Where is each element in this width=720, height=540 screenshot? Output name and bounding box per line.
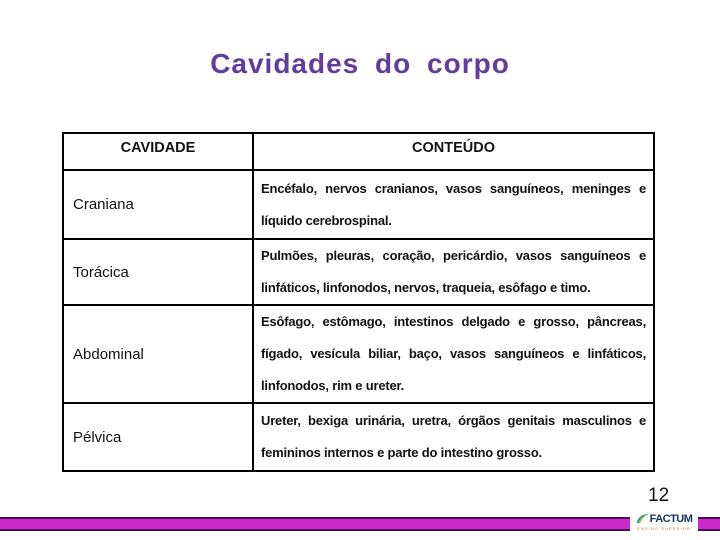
table-row (63, 403, 654, 471)
page-number: 12 (648, 485, 670, 506)
factum-logo-text: FACTUM (649, 512, 693, 525)
table-row (63, 170, 654, 239)
cavity-name: Torácica (63, 239, 253, 305)
cavity-name: Pélvica (63, 403, 253, 471)
cavity-name: Abdominal (63, 305, 253, 403)
factum-logo (630, 511, 698, 534)
body-cavities-table (62, 132, 655, 472)
column-header-cavidade: CAVIDADE (63, 133, 253, 170)
cavity-content: Esôfago, estômago, intestinos delgado e grosso, pâncreas, fígado, vesícula biliar, baço, vasos sanguíneos e linfáticos, linfonodos, rim e ureter. (253, 305, 654, 403)
cavity-content: Ureter, bexiga urinária, uretra, órgãos genitais masculinos e femininos internos e parte do intestino grosso. (253, 403, 654, 471)
table-row (63, 305, 654, 403)
factum-swoosh-icon (636, 513, 649, 525)
table-header-row (63, 133, 654, 170)
cavity-content: Pulmões, pleuras, coração, pericárdio, vasos sanguíneos e linfáticos, linfonodos, nervos, traqueia, esôfago e timo. (253, 239, 654, 305)
slide-title: Cavidades do corpo (210, 48, 510, 79)
table-row (63, 239, 654, 305)
column-header-conteudo: CONTEÚDO (253, 133, 654, 170)
factum-logo-tagline: ENSINO SUPERIOR (637, 526, 691, 531)
cavity-name: Craniana (63, 170, 253, 239)
cavity-content: Encéfalo, nervos cranianos, vasos sanguíneos, meninges e líquido cerebrospinal. (253, 170, 654, 239)
footer-bar (0, 517, 720, 531)
